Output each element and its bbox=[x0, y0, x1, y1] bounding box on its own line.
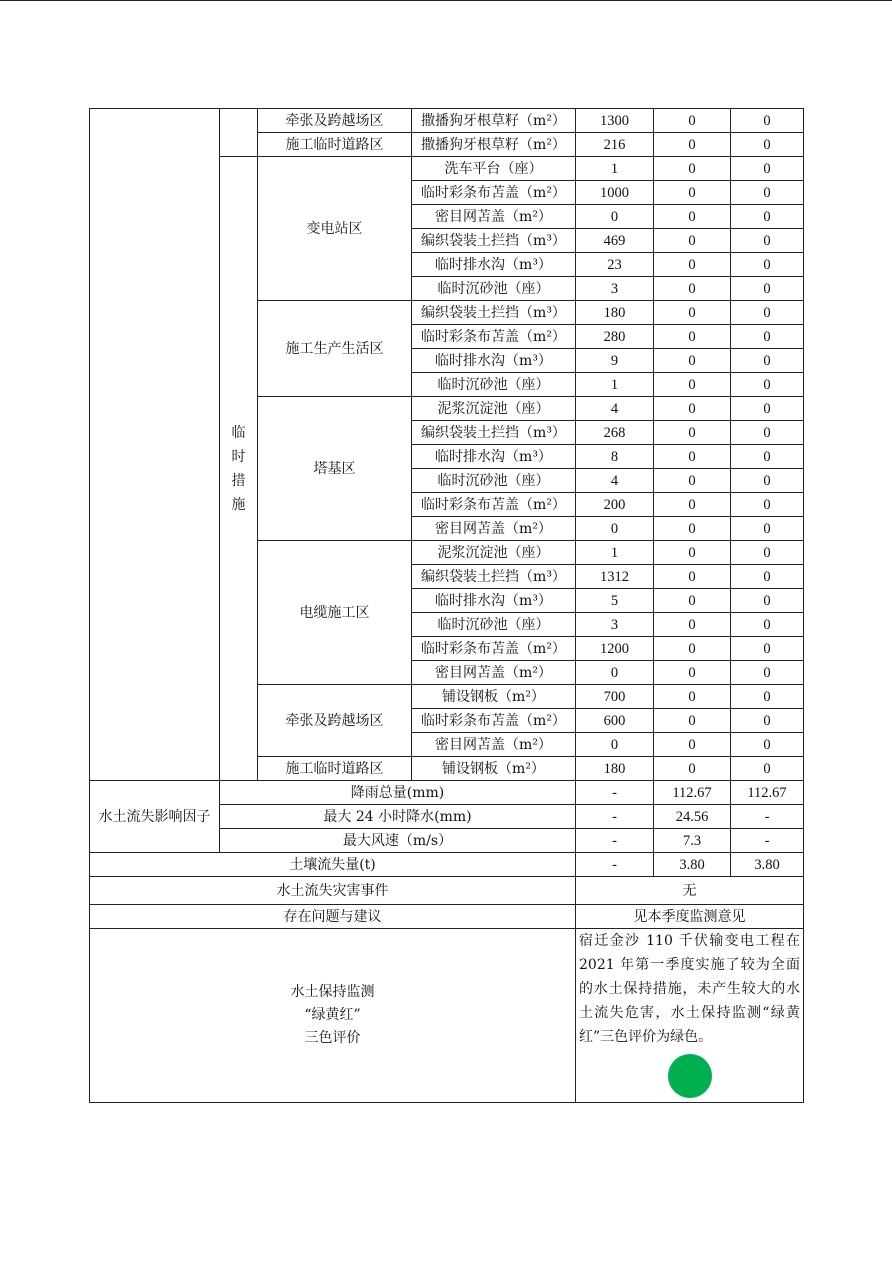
value-cum: 0 bbox=[731, 205, 804, 229]
value-design: 200 bbox=[576, 493, 654, 517]
value-design: 23 bbox=[576, 253, 654, 277]
value-cum: 0 bbox=[731, 613, 804, 637]
measure-name: 临时彩条布苫盖（m²） bbox=[412, 493, 576, 517]
area-name: 牵张及跨越场区 bbox=[258, 109, 412, 133]
factor-cum: - bbox=[731, 829, 804, 853]
measure-name: 临时排水沟（m³） bbox=[412, 349, 576, 373]
issues-row bbox=[90, 905, 804, 929]
soil-loss-row bbox=[90, 853, 804, 877]
value-cum: 0 bbox=[731, 325, 804, 349]
value-cum: 0 bbox=[731, 301, 804, 325]
measure-name: 密目网苫盖（m²） bbox=[412, 733, 576, 757]
factor-name: 降雨总量(mm) bbox=[220, 781, 576, 805]
measure-name: 临时排水沟（m³） bbox=[412, 253, 576, 277]
value-design: 0 bbox=[576, 205, 654, 229]
issues-value: 见本季度监测意见 bbox=[576, 905, 804, 929]
measure-name: 铺设钢板（m²） bbox=[412, 757, 576, 781]
measure-name: 密目网苫盖（m²） bbox=[412, 517, 576, 541]
value-q: 0 bbox=[654, 757, 731, 781]
value-q: 0 bbox=[654, 445, 731, 469]
measure-name: 临时沉砂池（座） bbox=[412, 277, 576, 301]
factor-cum: - bbox=[731, 805, 804, 829]
factor-q: 24.56 bbox=[654, 805, 731, 829]
value-design: 469 bbox=[576, 229, 654, 253]
soil-loss-design: - bbox=[576, 853, 654, 877]
value-q: 0 bbox=[654, 637, 731, 661]
temp-label-char: 施 bbox=[231, 496, 246, 513]
value-design: 180 bbox=[576, 301, 654, 325]
measure-name: 泥浆沉淀池（座） bbox=[412, 541, 576, 565]
value-q: 0 bbox=[654, 517, 731, 541]
value-q: 0 bbox=[654, 205, 731, 229]
issues-label: 存在问题与建议 bbox=[90, 905, 576, 929]
value-cum: 0 bbox=[731, 541, 804, 565]
area-name: 施工临时道路区 bbox=[258, 757, 412, 781]
factor-name: 最大风速（m/s） bbox=[220, 829, 576, 853]
measure-name: 编织袋装土拦挡（m³） bbox=[412, 421, 576, 445]
value-design: 1200 bbox=[576, 637, 654, 661]
value-design: 216 bbox=[576, 133, 654, 157]
value-cum: 0 bbox=[731, 157, 804, 181]
measure-name: 临时沉砂池（座） bbox=[412, 613, 576, 637]
value-design: 0 bbox=[576, 733, 654, 757]
factor-cum: 112.67 bbox=[731, 781, 804, 805]
measure-name: 撒播狗牙根草籽（m²） bbox=[412, 133, 576, 157]
measure-name: 临时彩条布苫盖（m²） bbox=[412, 709, 576, 733]
value-q: 0 bbox=[654, 181, 731, 205]
evaluation-label-line: “绿黄红” bbox=[304, 1007, 361, 1023]
area-name: 变电站区 bbox=[258, 157, 412, 301]
measure-name: 临时彩条布苫盖（m²） bbox=[412, 637, 576, 661]
value-q: 0 bbox=[654, 733, 731, 757]
value-cum: 0 bbox=[731, 493, 804, 517]
temp-label-char: 临 bbox=[231, 424, 246, 441]
value-design: 1312 bbox=[576, 565, 654, 589]
value-q: 0 bbox=[654, 301, 731, 325]
area-name: 施工临时道路区 bbox=[258, 133, 412, 157]
factor-design: - bbox=[576, 805, 654, 829]
value-design: 268 bbox=[576, 421, 654, 445]
temp-measures-label bbox=[220, 157, 258, 781]
measure-name: 洗车平台（座） bbox=[412, 157, 576, 181]
measure-name: 临时彩条布苫盖（m²） bbox=[412, 181, 576, 205]
value-design: 4 bbox=[576, 469, 654, 493]
value-design: 4 bbox=[576, 397, 654, 421]
temp-label-char: 时 bbox=[231, 448, 246, 465]
factor-q: 7.3 bbox=[654, 829, 731, 853]
value-q: 0 bbox=[654, 373, 731, 397]
monitoring-table bbox=[89, 108, 804, 1103]
value-q: 0 bbox=[654, 109, 731, 133]
type-blank-cell bbox=[220, 109, 258, 157]
value-design: 1 bbox=[576, 373, 654, 397]
value-q: 0 bbox=[654, 349, 731, 373]
value-design: 700 bbox=[576, 685, 654, 709]
value-q: 0 bbox=[654, 397, 731, 421]
value-cum: 0 bbox=[731, 277, 804, 301]
value-q: 0 bbox=[654, 661, 731, 685]
measure-name: 撒播狗牙根草籽（m²） bbox=[412, 109, 576, 133]
factors-label: 水土流失影响因子 bbox=[90, 781, 220, 853]
value-q: 0 bbox=[654, 541, 731, 565]
measure-name: 编织袋装土拦挡（m³） bbox=[412, 301, 576, 325]
value-design: 1 bbox=[576, 541, 654, 565]
factor-design: - bbox=[576, 781, 654, 805]
measure-name: 临时沉砂池（座） bbox=[412, 469, 576, 493]
value-cum: 0 bbox=[731, 517, 804, 541]
value-cum: 0 bbox=[731, 229, 804, 253]
value-design: 280 bbox=[576, 325, 654, 349]
green-rating-dot bbox=[668, 1054, 712, 1098]
value-design: 9 bbox=[576, 349, 654, 373]
measure-name: 临时沉砂池（座） bbox=[412, 373, 576, 397]
value-q: 0 bbox=[654, 469, 731, 493]
measure-name: 临时排水沟（m³） bbox=[412, 445, 576, 469]
value-cum: 0 bbox=[731, 637, 804, 661]
soil-loss-label: 土壤流失量(t) bbox=[90, 853, 576, 877]
value-cum: 0 bbox=[731, 373, 804, 397]
value-cum: 0 bbox=[731, 397, 804, 421]
temp-label-char: 措 bbox=[231, 472, 246, 489]
area-name: 电缆施工区 bbox=[258, 541, 412, 685]
measure-name: 密目网苫盖（m²） bbox=[412, 205, 576, 229]
measure-name: 泥浆沉淀池（座） bbox=[412, 397, 576, 421]
value-q: 0 bbox=[654, 325, 731, 349]
evaluation-label-line: 三色评价 bbox=[304, 1030, 361, 1046]
value-q: 0 bbox=[654, 157, 731, 181]
value-cum: 0 bbox=[731, 421, 804, 445]
measure-name: 铺设钢板（m²） bbox=[412, 685, 576, 709]
value-cum: 0 bbox=[731, 733, 804, 757]
value-q: 0 bbox=[654, 685, 731, 709]
value-cum: 0 bbox=[731, 565, 804, 589]
factor-row bbox=[90, 781, 804, 805]
value-cum: 0 bbox=[731, 589, 804, 613]
value-design: 8 bbox=[576, 445, 654, 469]
value-cum: 0 bbox=[731, 349, 804, 373]
measure-name: 临时彩条布苫盖（m²） bbox=[412, 325, 576, 349]
factor-design: - bbox=[576, 829, 654, 853]
value-cum: 0 bbox=[731, 109, 804, 133]
evaluation-row bbox=[90, 929, 804, 1103]
value-q: 0 bbox=[654, 709, 731, 733]
evaluation-label-line: 水土保持监测 bbox=[290, 984, 375, 1000]
page-top-border bbox=[0, 0, 892, 1]
soil-loss-q: 3.80 bbox=[654, 853, 731, 877]
value-design: 180 bbox=[576, 757, 654, 781]
area-name: 塔基区 bbox=[258, 397, 412, 541]
value-q: 0 bbox=[654, 229, 731, 253]
area-name: 施工生产生活区 bbox=[258, 301, 412, 397]
evaluation-label bbox=[90, 929, 576, 1103]
value-design: 0 bbox=[576, 517, 654, 541]
value-design: 1 bbox=[576, 157, 654, 181]
value-q: 0 bbox=[654, 253, 731, 277]
factor-q: 112.67 bbox=[654, 781, 731, 805]
disaster-value: 无 bbox=[576, 877, 804, 905]
value-q: 0 bbox=[654, 421, 731, 445]
value-cum: 0 bbox=[731, 133, 804, 157]
value-cum: 0 bbox=[731, 181, 804, 205]
left-blank-cell bbox=[90, 109, 220, 781]
value-cum: 0 bbox=[731, 685, 804, 709]
measure-name: 临时排水沟（m³） bbox=[412, 589, 576, 613]
value-q: 0 bbox=[654, 613, 731, 637]
value-cum: 0 bbox=[731, 253, 804, 277]
value-cum: 0 bbox=[731, 709, 804, 733]
value-design: 1300 bbox=[576, 109, 654, 133]
factor-name: 最大 24 小时降水(mm) bbox=[220, 805, 576, 829]
value-q: 0 bbox=[654, 565, 731, 589]
value-design: 3 bbox=[576, 277, 654, 301]
value-design: 0 bbox=[576, 661, 654, 685]
value-design: 1000 bbox=[576, 181, 654, 205]
disaster-label: 水土流失灾害事件 bbox=[90, 877, 576, 905]
value-q: 0 bbox=[654, 277, 731, 301]
disaster-row bbox=[90, 877, 804, 905]
value-cum: 0 bbox=[731, 445, 804, 469]
value-q: 0 bbox=[654, 493, 731, 517]
value-q: 0 bbox=[654, 589, 731, 613]
evaluation-text: 宿迁金沙 110 千伏输变电工程在 2021 年第一季度实施了较为全面的水土保持措施，未产生较大的水土流失危害，水土保持监测“绿黄红”三色评价为绿色。 bbox=[579, 933, 800, 1045]
measure-name: 编织袋装土拦挡（m³） bbox=[412, 229, 576, 253]
value-design: 600 bbox=[576, 709, 654, 733]
value-q: 0 bbox=[654, 133, 731, 157]
area-name: 牵张及跨越场区 bbox=[258, 685, 412, 757]
table-row bbox=[90, 109, 804, 133]
value-cum: 0 bbox=[731, 757, 804, 781]
soil-loss-cum: 3.80 bbox=[731, 853, 804, 877]
value-design: 3 bbox=[576, 613, 654, 637]
value-cum: 0 bbox=[731, 661, 804, 685]
evaluation-text-cell bbox=[576, 929, 804, 1103]
value-cum: 0 bbox=[731, 469, 804, 493]
measure-name: 密目网苫盖（m²） bbox=[412, 661, 576, 685]
measure-name: 编织袋装土拦挡（m³） bbox=[412, 565, 576, 589]
value-design: 5 bbox=[576, 589, 654, 613]
